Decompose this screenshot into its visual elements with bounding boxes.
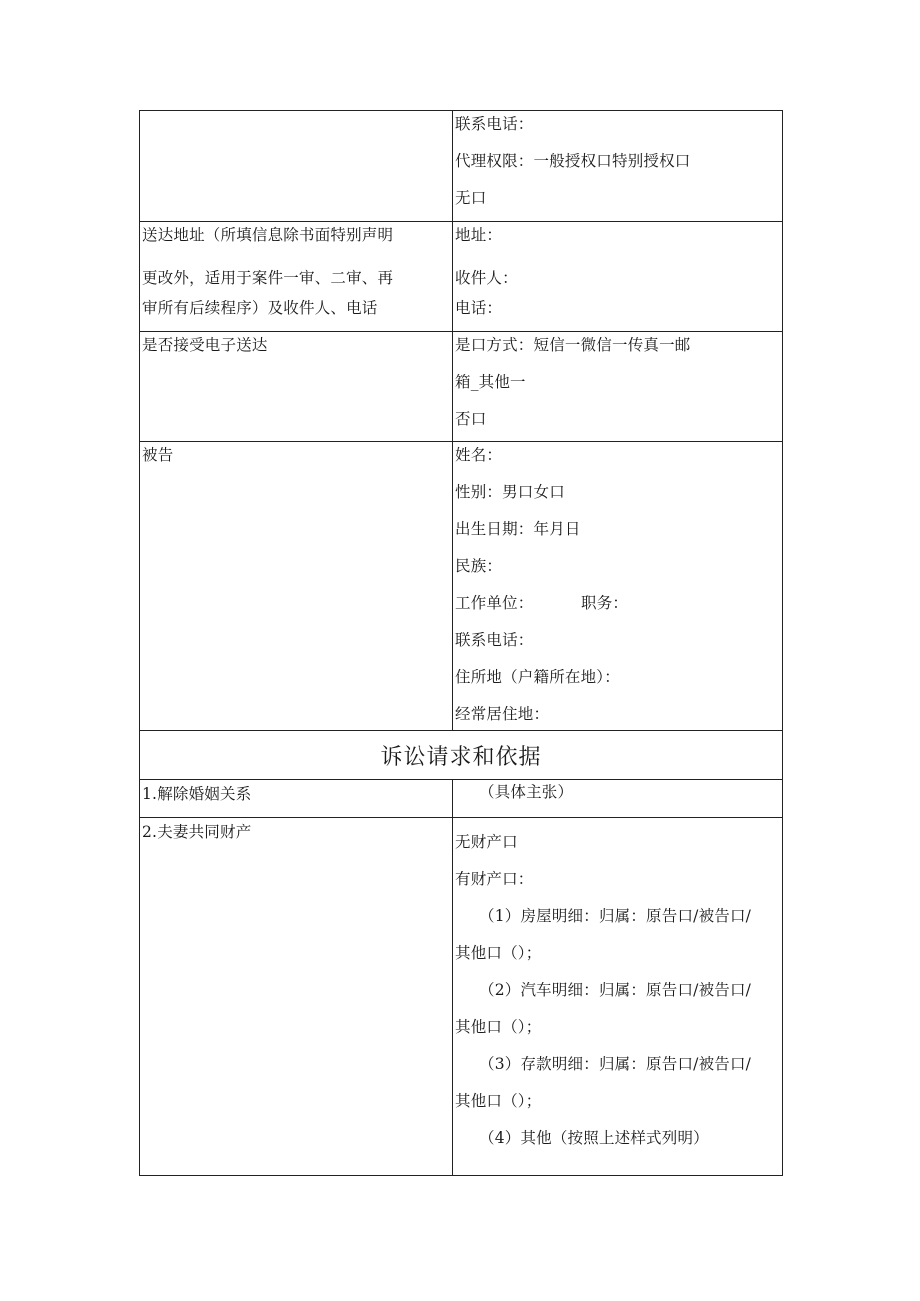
defendant-work-unit: 工作单位： (455, 594, 534, 612)
claim-2-car-line1: （2）汽车明细：归属：原告口/被告口/ (479, 981, 752, 999)
defendant-info-cell (453, 442, 782, 730)
complaint-form-table (139, 110, 783, 1176)
claim-1-value-cell (453, 780, 782, 817)
defendant-ethnicity: 民族： (455, 557, 503, 575)
defendant-label-cell (140, 442, 453, 730)
service-info-cell (453, 222, 782, 331)
agent-info-cell (453, 111, 782, 221)
agent-authority-line1: 代理权限：一般授权口特别授权口 (455, 152, 691, 170)
agent-label-cell (140, 111, 453, 221)
service-address-row (140, 221, 782, 331)
electronic-options-cell (453, 332, 782, 441)
claim-1-label: 1.解除婚姻关系 (142, 785, 252, 803)
claim-2-car-line2: 其他口（）； (455, 1018, 542, 1036)
claim-1-value: （具体主张） (479, 783, 574, 801)
defendant-position: 职务： (581, 594, 629, 612)
claim-2-other: （4）其他（按照上述样式列明） (479, 1129, 709, 1147)
defendant-label: 被告 (142, 446, 174, 464)
service-label-line3: 审所有后续程序）及收件人、电话 (142, 299, 378, 317)
claim-2-has-property: 有财产口： (455, 870, 534, 888)
defendant-birth: 出生日期：年月日 (455, 520, 581, 538)
agent-continuation-row (140, 111, 782, 221)
claim-1-row (140, 779, 782, 817)
section-title: 诉讼请求和依据 (380, 744, 542, 770)
service-phone: 电话： (455, 299, 503, 317)
claim-2-house-line1: （1）房屋明细：归属：原告口/被告口/ (479, 907, 752, 925)
service-recipient: 收件人： (455, 269, 518, 287)
electronic-label-cell (140, 332, 453, 441)
service-label-cell (140, 222, 453, 331)
claim-2-no-property: 无财产口 (455, 833, 518, 851)
claim-2-label-cell (140, 818, 453, 1175)
electronic-yes-line1: 是口方式：短信一微信一传真一邮 (455, 336, 691, 354)
electronic-no: 否口 (455, 410, 487, 428)
claim-2-house-line2: 其他口（）； (455, 944, 542, 962)
defendant-gender: 性别：男口女口 (455, 483, 565, 501)
claim-2-deposit-line2: 其他口（）； (455, 1092, 542, 1110)
section-title-row (140, 730, 782, 779)
claim-2-deposit-line1: （3）存款明细：归属：原告口/被告口/ (479, 1055, 752, 1073)
defendant-name: 姓名： (455, 446, 503, 464)
service-label-line1: 送达地址（所填信息除书面特别声明 (142, 226, 394, 244)
claim-1-label-cell (140, 780, 453, 817)
agent-authority-line2: 无口 (455, 189, 487, 207)
claim-2-detail-cell (453, 818, 782, 1175)
agent-phone: 联系电话： (455, 115, 534, 133)
claim-2-row (140, 817, 782, 1175)
service-label-line2: 更改外，适用于案件一审、二审、再 (142, 269, 394, 287)
electronic-yes-line2: 箱_其他一 (455, 373, 526, 391)
defendant-habitual-residence: 经常居住地： (455, 705, 550, 723)
electronic-service-row (140, 331, 782, 441)
claim-2-label: 2.夫妻共同财产 (142, 823, 252, 841)
defendant-residence: 住所地（户籍所在地）： (455, 668, 620, 686)
defendant-phone: 联系电话： (455, 631, 534, 649)
service-address: 地址： (455, 226, 503, 244)
electronic-label: 是否接受电子送达 (142, 336, 268, 354)
defendant-row (140, 441, 782, 730)
